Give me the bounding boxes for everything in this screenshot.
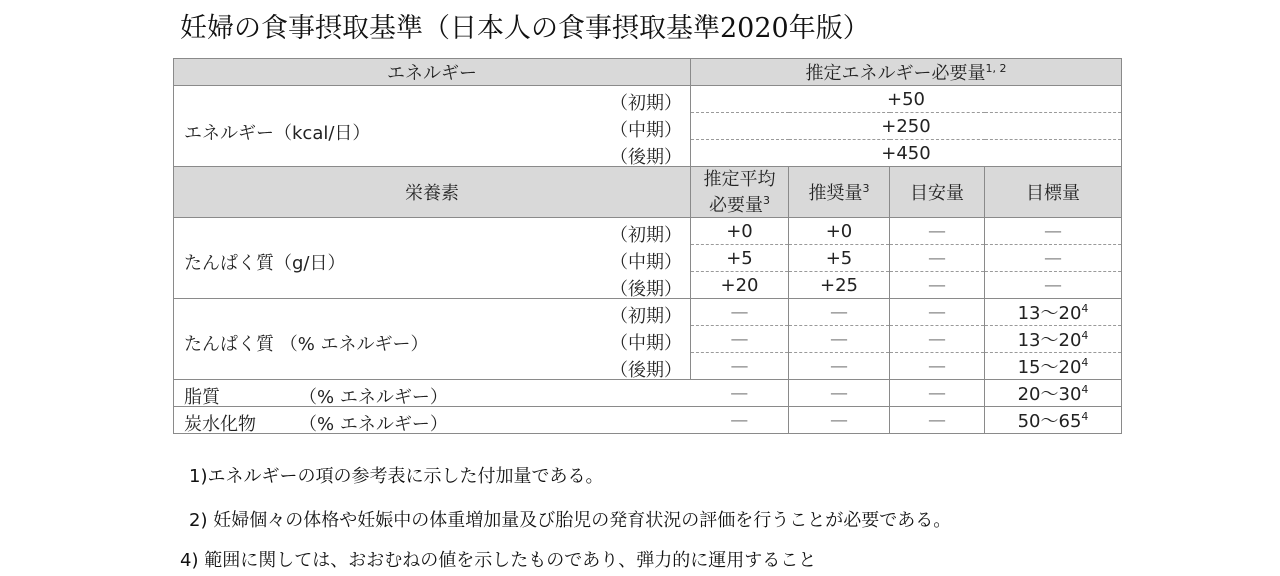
period-label: （中期） xyxy=(610,120,682,141)
ai-value: — xyxy=(890,245,985,272)
period-label: （後期） xyxy=(610,279,682,300)
ai-value: — xyxy=(890,353,985,380)
dg-value: — xyxy=(985,272,1122,299)
energy-requirement-header: 推定エネルギー必要量$^{1, 2}$ xyxy=(691,59,1122,86)
energy-value: +450 xyxy=(691,140,1122,167)
dg-value: 15〜$20^4$ xyxy=(985,353,1122,380)
carb-row xyxy=(174,407,1122,434)
protein-g-row xyxy=(174,218,1122,245)
dg-value: 13〜$20^4$ xyxy=(985,299,1122,326)
energy-value: +50 xyxy=(691,86,1122,113)
carb-label: 炭水化物 xyxy=(184,414,256,435)
period-label: （後期） xyxy=(610,360,682,381)
rda-value: — xyxy=(789,407,890,434)
protein-g-label-cell xyxy=(174,218,691,299)
fat-label-cell xyxy=(174,380,691,407)
dg-header: 目標量 xyxy=(985,167,1122,218)
ai-header: 目安量 xyxy=(890,167,985,218)
period-label: （初期） xyxy=(610,93,682,114)
rda-value: — xyxy=(789,299,890,326)
ai-value: — xyxy=(890,326,985,353)
energy-header-label: エネルギー xyxy=(174,59,691,86)
footnote-2: 2) 妊婦個々の体格や妊娠中の体重増加量及び胎児の発育状況の評価を行うことが必要である。 xyxy=(189,510,952,531)
period-label: （中期） xyxy=(610,252,682,273)
ear-value: — xyxy=(691,299,789,326)
rda-value: +25 xyxy=(789,272,890,299)
energy-header-row xyxy=(174,59,1122,86)
ai-value: — xyxy=(890,380,985,407)
ear-value: — xyxy=(691,407,789,434)
protein-g-label: たんぱく質（g/日） xyxy=(184,253,346,274)
dg-value: 13〜$20^4$ xyxy=(985,326,1122,353)
rda-value: +5 xyxy=(789,245,890,272)
ai-value: — xyxy=(890,299,985,326)
protein-pct-label-cell xyxy=(174,299,691,380)
dg-value: 50〜$65^4$ xyxy=(985,407,1122,434)
period-label: （初期） xyxy=(610,306,682,327)
ear-value: +0 xyxy=(691,218,789,245)
period-label: （後期） xyxy=(610,147,682,168)
ear-value: +20 xyxy=(691,272,789,299)
carb-unit: （% エネルギー） xyxy=(299,414,448,435)
energy-value: +250 xyxy=(691,113,1122,140)
fat-row xyxy=(174,380,1122,407)
rda-value: — xyxy=(789,353,890,380)
carb-label-cell xyxy=(174,407,691,434)
footnote-4: 4) 範囲に関しては、おおむねの値を示したものであり、弾力的に運用すること xyxy=(180,550,817,571)
protein-pct-label: たんぱく質 （% エネルギー） xyxy=(184,334,429,355)
dg-value: — xyxy=(985,245,1122,272)
dg-value: — xyxy=(985,218,1122,245)
nutrition-table xyxy=(173,58,1122,434)
energy-label: エネルギー（kcal/日） xyxy=(184,123,371,144)
rda-value: +0 xyxy=(789,218,890,245)
ai-value: — xyxy=(890,272,985,299)
rda-header: 推奨量$^3$ xyxy=(789,167,890,218)
ai-value: — xyxy=(890,218,985,245)
ear-value: — xyxy=(691,380,789,407)
dg-value: 20〜$30^4$ xyxy=(985,380,1122,407)
rda-value: — xyxy=(789,326,890,353)
protein-pct-row xyxy=(174,299,1122,326)
ear-value: — xyxy=(691,353,789,380)
nutrient-header-row xyxy=(174,167,1122,218)
period-label: （中期） xyxy=(610,333,682,354)
fat-unit: （% エネルギー） xyxy=(299,387,448,408)
energy-row xyxy=(174,86,1122,113)
ai-value: — xyxy=(890,407,985,434)
ear-value: +5 xyxy=(691,245,789,272)
ear-value: — xyxy=(691,326,789,353)
nutrient-header-label: 栄養素 xyxy=(174,167,691,218)
fat-label: 脂質 xyxy=(184,387,220,408)
energy-label-cell xyxy=(174,86,691,167)
footnote-1: 1)エネルギーの項の参考表に示した付加量である。 xyxy=(189,466,604,487)
rda-value: — xyxy=(789,380,890,407)
ear-header: 推定平均 必要量$^3$ xyxy=(691,167,789,218)
period-label: （初期） xyxy=(610,225,682,246)
page-title: 妊婦の食事摂取基準（日本人の食事摂取基準2020年版） xyxy=(180,13,870,44)
